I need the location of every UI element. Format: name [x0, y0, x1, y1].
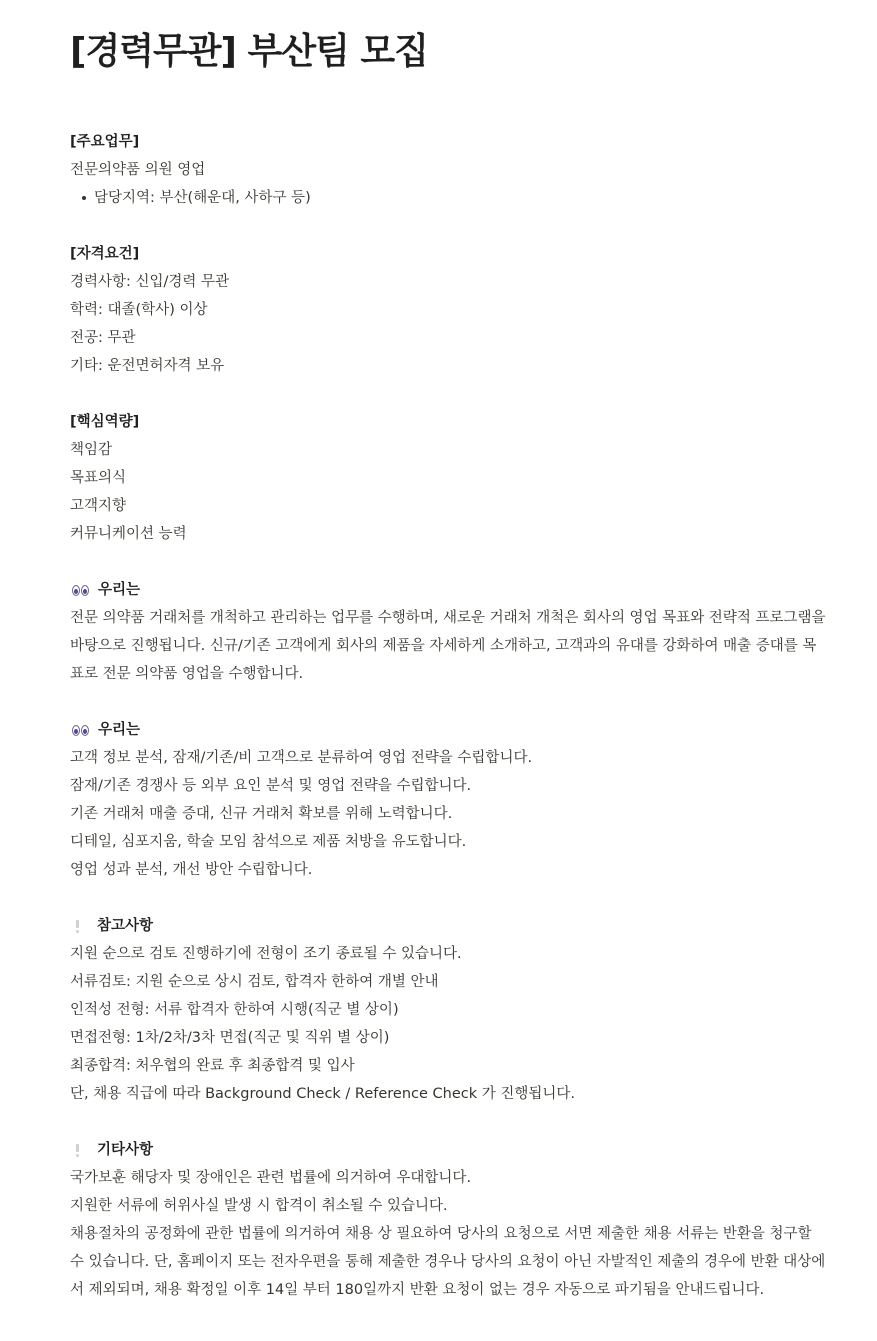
- eye-shape: [81, 725, 89, 736]
- qualifications-section: [70, 240, 830, 380]
- tasks-heading: [70, 716, 830, 744]
- task-line: 디테일, 심포지움, 학술 모임 참석으로 제품 처방을 유도합니다.: [70, 834, 467, 850]
- duties-line: 전문의약품 의원 영업: [70, 162, 206, 178]
- competencies-heading: [핵심역량]: [70, 414, 140, 430]
- about-heading: [70, 576, 830, 604]
- eye-shape: [72, 585, 80, 596]
- qualifications-heading: [자격요건]: [70, 246, 140, 262]
- tasks-heading-label: 우리는: [98, 722, 141, 738]
- notes-heading: [70, 912, 830, 940]
- about-paragraph: 전문 의약품 거래처를 개척하고 관리하는 업무를 수행하며, 새로운 거래처 개척은 회사의 영업 목표와 전략적 프로그램을 바탕으로 진행됩니다. 신규/기존 고객에게 회사의 제품을 자세하게 소개하고, 고객과의 유대를 강화하여 매출 증대를 목표로 전문 의약품 영업을 수행합니다.: [70, 610, 826, 682]
- task-line: 기존 거래처 매출 증대, 신규 거래처 확보를 위해 노력합니다.: [70, 806, 453, 822]
- eye-shape: [81, 585, 89, 596]
- etc-line: 국가보훈 해당자 및 장애인은 관련 법률에 의거하여 우대합니다.: [70, 1170, 472, 1186]
- etc-line: 지원한 서류에 허위사실 발생 시 합격이 취소될 수 있습니다.: [70, 1198, 448, 1214]
- list-item: [70, 184, 830, 212]
- posting-content: [70, 128, 830, 1332]
- etc-heading: [70, 1136, 830, 1164]
- notes-heading-label: 참고사항: [97, 918, 154, 934]
- note-line: 최종합격: 처우협의 완료 후 최종합격 및 입사: [70, 1058, 355, 1074]
- note-line: 서류검토: 지원 순으로 상시 검토, 합격자 한하여 개별 안내: [70, 974, 439, 990]
- qualification-line: 학력: 대졸(학사) 이상: [70, 302, 208, 318]
- duties-region: 담당지역: 부산(해운대, 사하구 등): [94, 190, 311, 206]
- etc-heading-label: 기타사항: [97, 1142, 154, 1158]
- note-line: 지원 순으로 검토 진행하기에 전형이 조기 종료될 수 있습니다.: [70, 946, 462, 962]
- competency-line: 고객지향: [70, 498, 127, 514]
- note-line: 단, 채용 직급에 따라 Background Check / Reference Check 가 진행됩니다.: [70, 1086, 576, 1102]
- qualification-line: 경력사항: 신입/경력 무관: [70, 274, 230, 290]
- bullet-icon: [82, 196, 86, 200]
- etc-section: [70, 1136, 830, 1304]
- duties-heading: [주요업무]: [70, 134, 140, 150]
- exclamation-icon: [76, 1144, 79, 1156]
- qualification-line: 기타: 운전면허자격 보유: [70, 358, 225, 374]
- page-title: [경력무관] 부산팀 모집: [70, 31, 428, 72]
- note-line: 인적성 전형: 서류 합격자 한하여 시행(직군 별 상이): [70, 1002, 399, 1018]
- about-heading-label: 우리는: [98, 582, 141, 598]
- task-line: 잠재/기존 경쟁사 등 외부 요인 분석 및 영업 전략을 수립합니다.: [70, 778, 472, 794]
- about-section: [70, 576, 830, 688]
- eyes-icon: [72, 725, 89, 736]
- competencies-section: [70, 408, 830, 548]
- notes-section: [70, 912, 830, 1108]
- task-line: 고객 정보 분석, 잠재/기존/비 고객으로 분류하여 영업 전략을 수립합니다.: [70, 750, 533, 766]
- competency-line: 책임감: [70, 442, 113, 458]
- competency-line: 커뮤니케이션 능력: [70, 526, 187, 542]
- exclamation-icon: [76, 920, 79, 932]
- eye-shape: [72, 725, 80, 736]
- etc-paragraph: 채용절차의 공정화에 관한 법률에 의거하여 채용 상 필요하여 당사의 요청으로 서면 제출한 채용 서류는 반환을 청구할 수 있습니다. 단, 홈페이지 또는 전자우편을 통해 제출한 경우나 당사의 요청이 아닌 자발적인 제출의 경우에 반환 대상에서 제외되며, 채용 확정일 이후 14일 부터 180일까지 반환 요청이 없는 경우 자동으로 파기됨을 안내드립니다.: [70, 1226, 826, 1298]
- task-line: 영업 성과 분석, 개선 방안 수립합니다.: [70, 862, 313, 878]
- qualification-line: 전공: 무관: [70, 330, 136, 346]
- competency-line: 목표의식: [70, 470, 127, 486]
- tasks-section: [70, 716, 830, 884]
- duties-section: [70, 128, 830, 212]
- note-line: 면접전형: 1차/2차/3차 면접(직군 및 직위 별 상이): [70, 1030, 390, 1046]
- eyes-icon: [72, 585, 89, 596]
